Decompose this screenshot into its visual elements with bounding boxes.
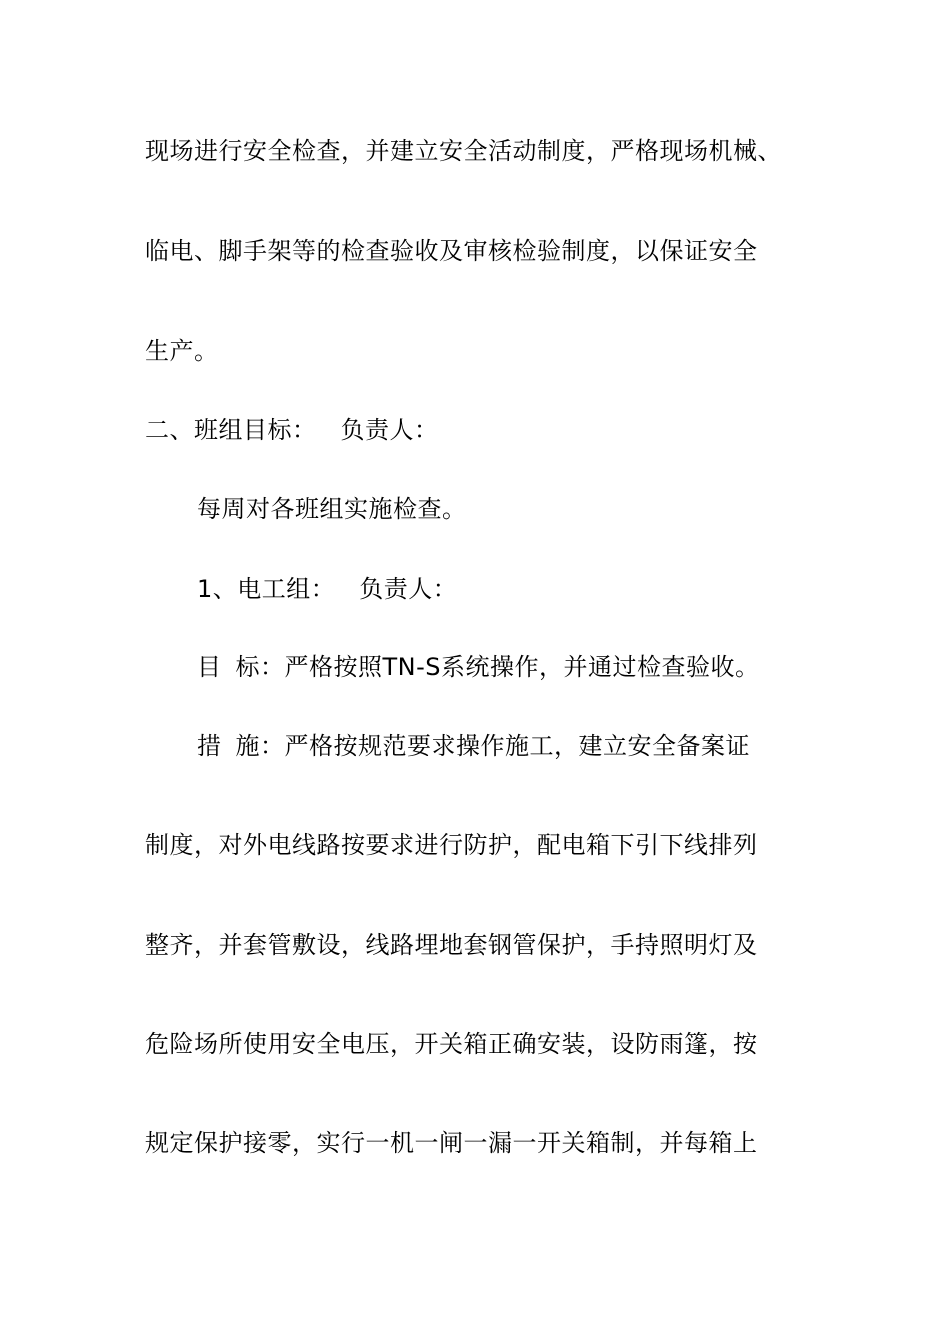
target-text: 严格按照TN-S系统操作，并通过检查验收。 bbox=[284, 653, 760, 681]
measures-continuation-line-1: 制度，对外电线路按要求进行防护，配电箱下引下线排列 bbox=[145, 831, 758, 859]
electrician-group-heading: 1、电工组： bbox=[197, 575, 336, 603]
electrician-measures-line bbox=[197, 731, 750, 761]
measures-label-part-2: 施： bbox=[235, 732, 285, 760]
section-two-heading: 二、班组目标： bbox=[145, 416, 317, 444]
paragraph-line-1: 现场进行安全检查，并建立安全活动制度，严格现场机械、 bbox=[145, 137, 782, 165]
target-label-part-2: 标： bbox=[235, 653, 285, 681]
section-two-heading-line bbox=[145, 415, 439, 445]
section-two-responsible-label: 负责人： bbox=[340, 416, 439, 444]
measures-label-part-1: 措 bbox=[197, 732, 222, 760]
target-label-part-1: 目 bbox=[197, 653, 222, 681]
measures-continuation-line-4: 规定保护接零，实行一机一闸一漏一开关箱制，并每箱上 bbox=[145, 1129, 758, 1157]
electrician-group-heading-line bbox=[197, 574, 457, 604]
paragraph-line-2: 临电、脚手架等的检查验收及审核检验制度，以保证安全 bbox=[145, 237, 758, 265]
measures-continuation-line-3: 危险场所使用安全电压，开关箱正确安装，设防雨篷，按 bbox=[145, 1030, 758, 1058]
measures-first-line: 严格按规范要求操作施工，建立安全备案证 bbox=[284, 732, 750, 760]
electrician-target-line bbox=[197, 652, 760, 682]
paragraph-line-3: 生产。 bbox=[145, 337, 219, 365]
measures-continuation-line-2: 整齐，并套管敷设，线路埋地套钢管保护，手持照明灯及 bbox=[145, 931, 758, 959]
electrician-group-responsible-label: 负责人： bbox=[359, 575, 458, 603]
section-two-intro: 每周对各班组实施检查。 bbox=[197, 495, 467, 523]
